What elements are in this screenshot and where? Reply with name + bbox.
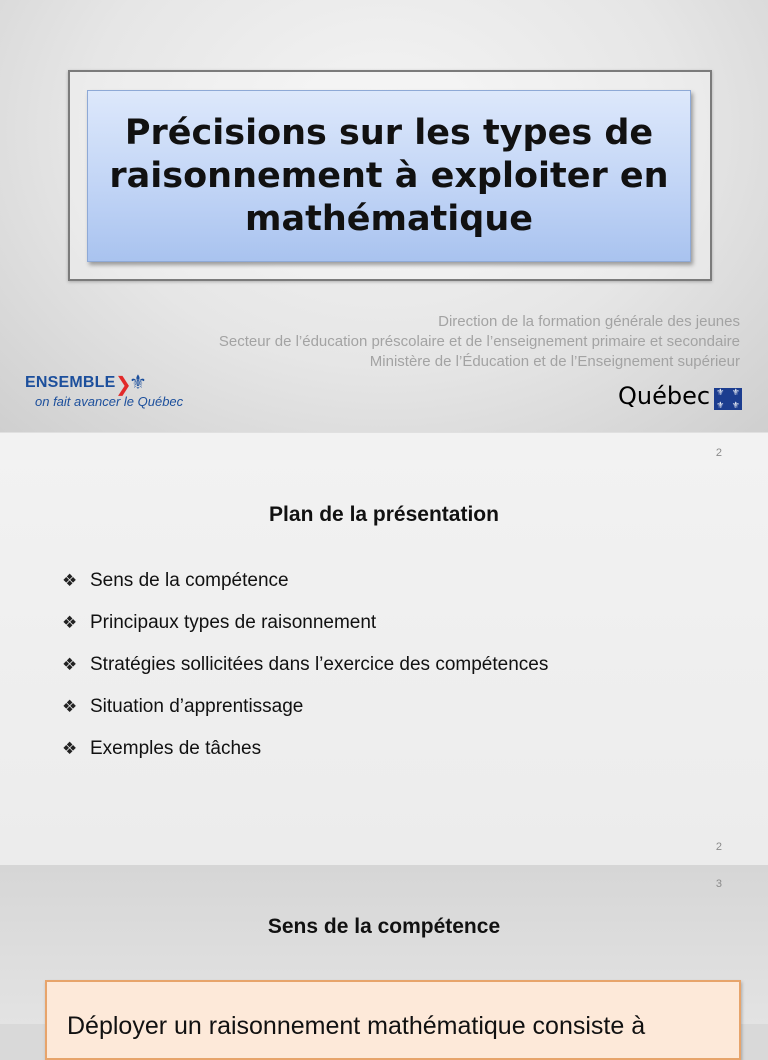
list-item-text: Exemples de tâches [90, 738, 262, 759]
bullet-icon: ❖ [62, 697, 78, 716]
list-item [62, 737, 548, 779]
slogan-tail: le Québec [120, 394, 184, 409]
list-item [62, 611, 548, 653]
bullet-icon: ❖ [62, 571, 78, 590]
list-item [62, 569, 548, 611]
fleur-de-lis-icon: ⚜ [129, 372, 147, 394]
quebec-flag-icon: ⚜ ⚜ ⚜ ⚜ [714, 388, 742, 410]
list-item [62, 653, 548, 695]
list-item-text: Sens de la compétence [90, 570, 289, 591]
definition-box [45, 980, 741, 1060]
ensemble-logo [25, 372, 205, 412]
quebec-logo [618, 382, 748, 418]
competence-slide [0, 865, 768, 1040]
slogan-main: on fait avancer [35, 394, 121, 409]
agenda-list [62, 569, 548, 779]
ensemble-logo-word: ENSEMBLE [25, 374, 116, 391]
department-line: Secteur de l’éducation préscolaire et de l’enseignement primaire et secondaire [218, 333, 740, 350]
slide-title: Précisions sur les types de raisonnement à exploiter en mathématique [109, 112, 669, 239]
slide-heading: Sens de la compétence [267, 915, 501, 938]
chevron-right-icon: ❯ [115, 374, 132, 396]
title-slide [0, 0, 768, 432]
department-line: Direction de la formation générale des jeunes [438, 313, 740, 330]
list-item [62, 695, 548, 737]
department-line: Ministère de l’Éducation et de l’Enseignement supérieur [369, 353, 740, 370]
list-item-text: Situation d’apprentissage [90, 696, 304, 717]
quebec-logo-word: Québec [618, 382, 711, 410]
page-number: 3 [715, 878, 722, 890]
bullet-icon: ❖ [62, 739, 78, 758]
page-number: 2 [715, 447, 722, 459]
list-item-text: Principaux types de raisonnement [90, 612, 377, 633]
bullet-icon: ❖ [62, 655, 78, 674]
definition-text: Déployer un raisonnement mathématique consiste à [67, 1012, 646, 1040]
slide-heading: Plan de la présentation [269, 503, 499, 526]
agenda-slide [0, 432, 768, 866]
list-item-text: Stratégies sollicitées dans l’exercice des compétences [90, 654, 549, 675]
page-number: 2 [715, 841, 722, 853]
title-box [87, 90, 691, 262]
ensemble-slogan [35, 394, 183, 409]
bullet-icon: ❖ [62, 613, 78, 632]
